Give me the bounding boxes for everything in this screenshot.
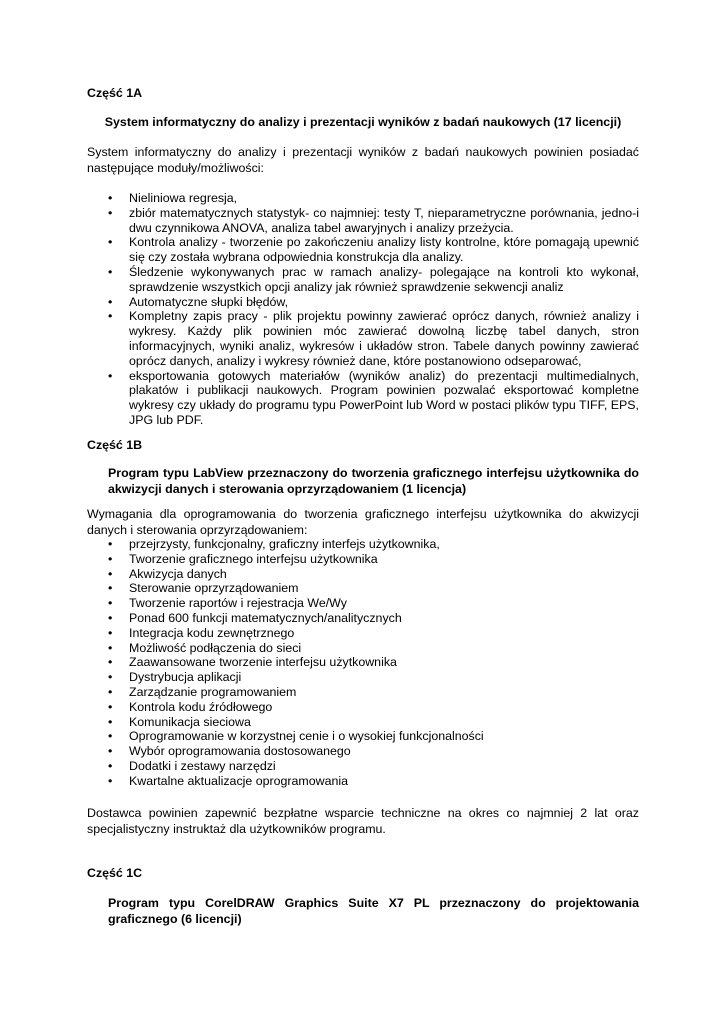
list-item [108,206,639,236]
list-item [108,567,639,582]
list-item [108,685,639,700]
bullet-icon [108,729,118,744]
bullet-icon [108,581,118,596]
part-1c-title: Program typu CorelDRAW Graphics Suite X7 PL przeznaczony do projektowania graficznego (6 licencji) [108,896,639,926]
list-item-text: Kompletny zapis pracy - plik projektu powinny zawierać oprócz danych, również analizy i wykresy. Każdy plik powinien móc zawierać dowolną liczbę tabel danych, stron informacyjnych, wyniki analiz, wykresów i układów stron. Tabele danych powinny zawierać oprócz danych, analizy i wykresy również dane, które postanowiono odseparować, [129,309,639,368]
list-item-text: Dodatki i zestawy narzędzi [129,758,276,773]
bullet-icon [108,369,118,384]
list-item-text: Tworzenie raportów i rejestracja We/Wy [129,596,347,611]
part-1b-closing: Dostawca powinien zapewnić bezpłatne wsparcie techniczne na okres co najmniej 2 lat oraz specjalistyczny instruktaż dla użytkowników programu. [87,806,639,836]
list-item-text: Kwartalne aktualizacje oprogramowania [129,773,349,788]
list-item-text: Tworzenie graficznego interfejsu użytkownika [129,551,378,566]
list-item [108,641,639,656]
part-1a-list [108,191,639,428]
bullet-icon [108,191,118,206]
list-item-text: zbiór matematycznych statystyk- co najmniej: testy T, nieparametryczne porównania, jedno-i dwu czynnikowa ANOVA, analiza tabel awaryjnych i analizy przeżycia. [129,205,639,235]
list-item-text: Zarządzanie programowaniem [129,684,297,699]
bullet-icon [108,774,118,789]
list-item-text: Zaawansowane tworzenie interfejsu użytkownika [129,655,397,670]
bullet-icon [108,626,118,641]
list-item [108,774,639,789]
bullet-icon [108,567,118,582]
list-item [108,581,639,596]
list-item [108,729,639,744]
part-1b-list [108,537,639,789]
list-item [108,309,639,368]
list-item [108,715,639,730]
bullet-icon [108,206,118,221]
list-item-text: Komunikacja sieciowa [129,714,251,729]
bullet-icon [108,700,118,715]
list-item [108,369,639,428]
list-item-text: eksportowania gotowych materiałów (wyników analiz) do prezentacji multimedialnych, plakatów i publikacji naukowych. Program powinien pozwalać eksportować kompletne wykresy czy układy do programu typu PowerPoint lub Word w postaci plików typu TIFF, EPS, JPG lub PDF. [129,368,639,427]
bullet-icon [108,641,118,656]
list-item [108,700,639,715]
list-item [108,596,639,611]
bullet-icon [108,552,118,567]
bullet-icon [108,235,118,250]
list-item-text: Ponad 600 funkcji matematycznych/analitycznych [129,610,402,625]
bullet-icon [108,685,118,700]
bullet-icon [108,309,118,324]
list-item-text: Śledzenie wykonywanych prac w ramach analizy- polegające na kontroli kto wykonał, sprawdzenie wszystkich opcji analizy jak również sprawdzenie sekwencji analiz [129,264,639,294]
list-item-text: Dystrybucja aplikacji [129,670,242,685]
list-item [108,235,639,265]
list-item-text: przejrzysty, funkcjonalny, graficzny interfejs użytkownika, [129,537,440,551]
list-item [108,295,639,310]
list-item-text: Oprogramowanie w korzystnej cenie i o wysokiej funkcjonalności [129,729,484,744]
list-item-text: Sterowanie oprzyrządowaniem [129,581,299,596]
list-item [108,655,639,670]
bullet-icon [108,715,118,730]
list-item-text: Kontrola kodu źródłowego [129,699,273,714]
list-item [108,611,639,626]
list-item-text: Możliwość podłączenia do sieci [129,640,302,655]
bullet-icon [108,611,118,626]
list-item-text: Integracja kodu zewnętrznego [129,625,295,640]
part-1a-intro: System informatyczny do analizy i prezentacji wyników z badań naukowych powinien posiadać następujące moduły/możliwości: [87,145,639,175]
list-item-text: Nieliniowa regresja, [129,191,238,205]
list-item [108,191,639,206]
list-item [108,626,639,641]
part-1a-title: System informatyczny do analizy i prezentacji wyników z badań naukowych (17 licencji) [104,115,622,129]
list-item [108,537,639,552]
bullet-icon [108,670,118,685]
part-1b-intro: Wymagania dla oprogramowania do tworzenia graficznego interfejsu użytkownika do akwizycji danych i sterowania oprzyrządowaniem: [87,507,639,537]
part-1a-heading: Część 1A [87,86,143,100]
part-1b-heading: Część 1B [87,438,143,452]
list-item [108,759,639,774]
list-item-text: Automatyczne słupki błędów, [129,294,289,309]
list-item [108,744,639,759]
list-item [108,670,639,685]
list-item-text: Wybór oprogramowania dostosowanego [129,744,351,759]
bullet-icon [108,295,118,310]
list-item [108,552,639,567]
bullet-icon [108,655,118,670]
bullet-icon [108,265,118,280]
list-item-text: Kontrola analizy - tworzenie po zakończeniu analizy listy kontrolne, które pomagają upewnić się czy została wybrana odpowiednia konstrukcja dla analizy. [129,235,639,265]
part-1c-heading: Część 1C [87,866,143,880]
bullet-icon [108,537,118,552]
bullet-icon [108,744,118,759]
part-1b-title: Program typu LabView przeznaczony do tworzenia graficznego interfejsu użytkownika do akwizycji danych i sterowania oprzyrządowaniem (1 licencja) [108,466,639,496]
bullet-icon [108,759,118,774]
list-item-text: Akwizycja danych [129,566,227,581]
list-item [108,265,639,295]
bullet-icon [108,596,118,611]
